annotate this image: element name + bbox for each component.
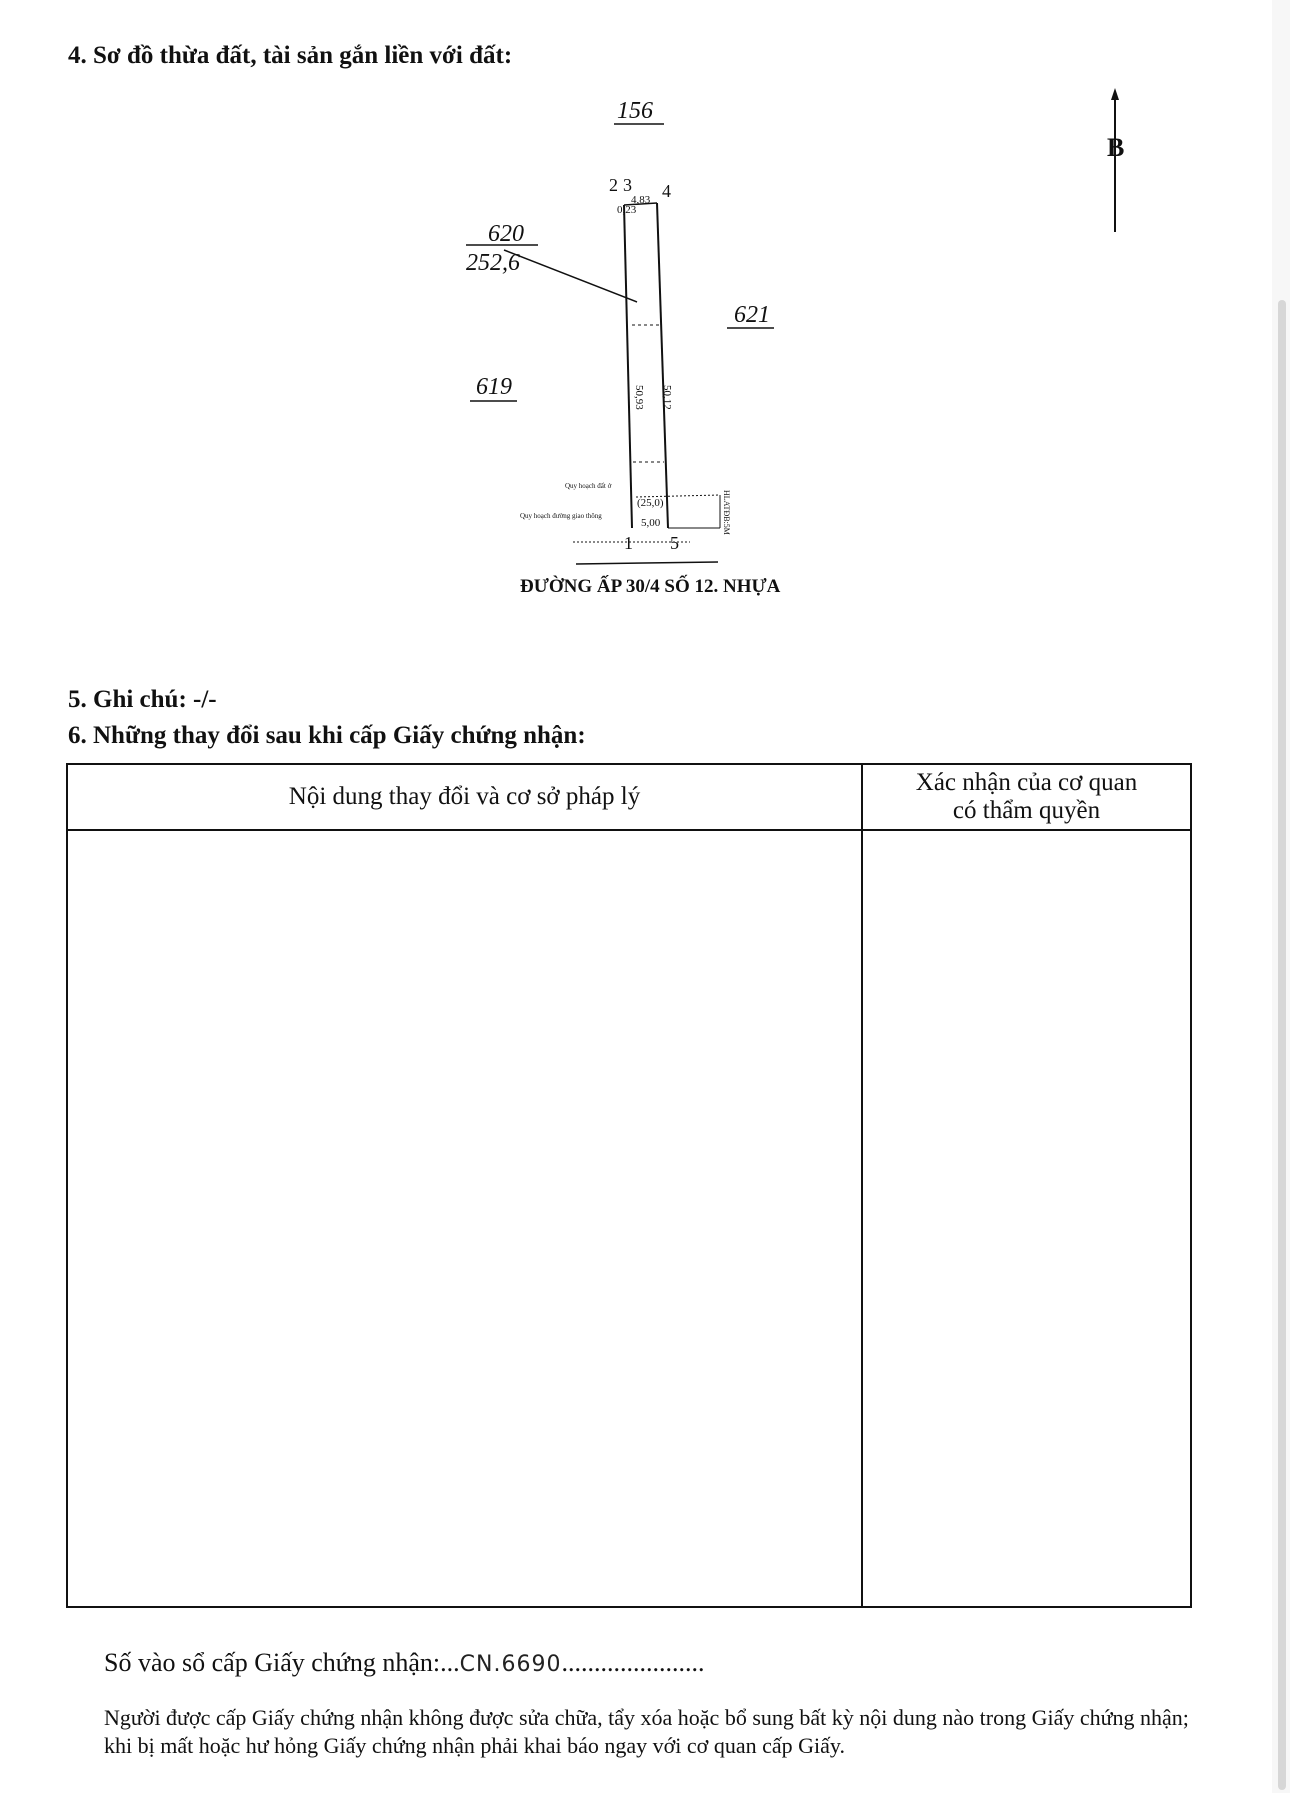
- point-label-3: 3: [623, 175, 632, 195]
- dimension-top-small: 0,23: [617, 204, 637, 216]
- road-name: ĐƯỜNG ẤP 30/4 SỐ 12. NHỰA: [520, 576, 781, 597]
- registry-trailing-dots: ......................: [561, 1648, 705, 1677]
- parcel-label-620: 620: [488, 221, 524, 247]
- parcel-label-619: 619: [476, 374, 512, 400]
- table-header-authority: [863, 765, 1190, 829]
- parcel-label-621: 621: [734, 302, 770, 328]
- point-label-5: 5: [670, 533, 679, 553]
- note-residential-planning: Quy hoạch đất ở: [565, 482, 612, 490]
- table-header-divider: [68, 829, 1190, 831]
- changes-table: [66, 763, 1192, 1608]
- registry-leading-dots: ...: [440, 1648, 460, 1677]
- registry-value: CN.6690: [459, 1652, 562, 1677]
- point-label-2: 2: [609, 175, 618, 195]
- point-label-1: 1: [624, 533, 633, 553]
- footer-note: Người được cấp Giấy chứng nhận không được sửa chữa, tẩy xóa hoặc bổ sung bất kỳ nội dung nào trong Giấy chứng nhận; khi bị mất hoặc hư hỏng Giấy chứng nhận phải khai báo ngay với cơ quan cấp Giấy.: [104, 1705, 1189, 1758]
- section-6-heading: 6. Những thay đổi sau khi cấp Giấy chứng nhận:: [68, 722, 586, 749]
- table-header-authority-line1: Xác nhận của cơ quan: [915, 769, 1138, 796]
- small-area-label: (25,0): [637, 497, 664, 509]
- land-parcel-diagram: [0, 0, 1290, 620]
- point-label-4: 4: [662, 181, 671, 201]
- north-label: B: [1107, 133, 1125, 162]
- registry-number-line: [104, 1648, 704, 1678]
- dimension-left-length: 50,93: [633, 385, 645, 410]
- table-column-divider: [861, 765, 863, 1606]
- dimension-right-length: 50,12: [661, 385, 673, 410]
- section-4-heading: 4. Sơ đồ thừa đất, tài sản gắn liền với đất:: [68, 42, 513, 69]
- dimension-top-width: 4,83: [631, 194, 651, 206]
- table-header-content-label: Nội dung thay đổi và cơ sở pháp lý: [288, 783, 641, 810]
- dimension-bottom-width: 5,00: [641, 517, 661, 529]
- north-arrow-icon: [1107, 88, 1124, 232]
- parcel-area-620: 252,6: [466, 250, 520, 276]
- parcel-label-156: 156: [617, 98, 653, 124]
- registry-label: Số vào sổ cấp Giấy chứng nhận:: [104, 1648, 441, 1677]
- table-header-authority-line2: có thẩm quyền: [952, 797, 1101, 824]
- table-header-content: [68, 765, 861, 829]
- parcel-outline: [573, 203, 720, 564]
- side-note: HLATĐB:5M: [722, 490, 731, 535]
- note-road-planning: Quy hoạch đường giao thông: [520, 512, 602, 520]
- section-5-heading: 5. Ghi chú: -/-: [68, 686, 217, 713]
